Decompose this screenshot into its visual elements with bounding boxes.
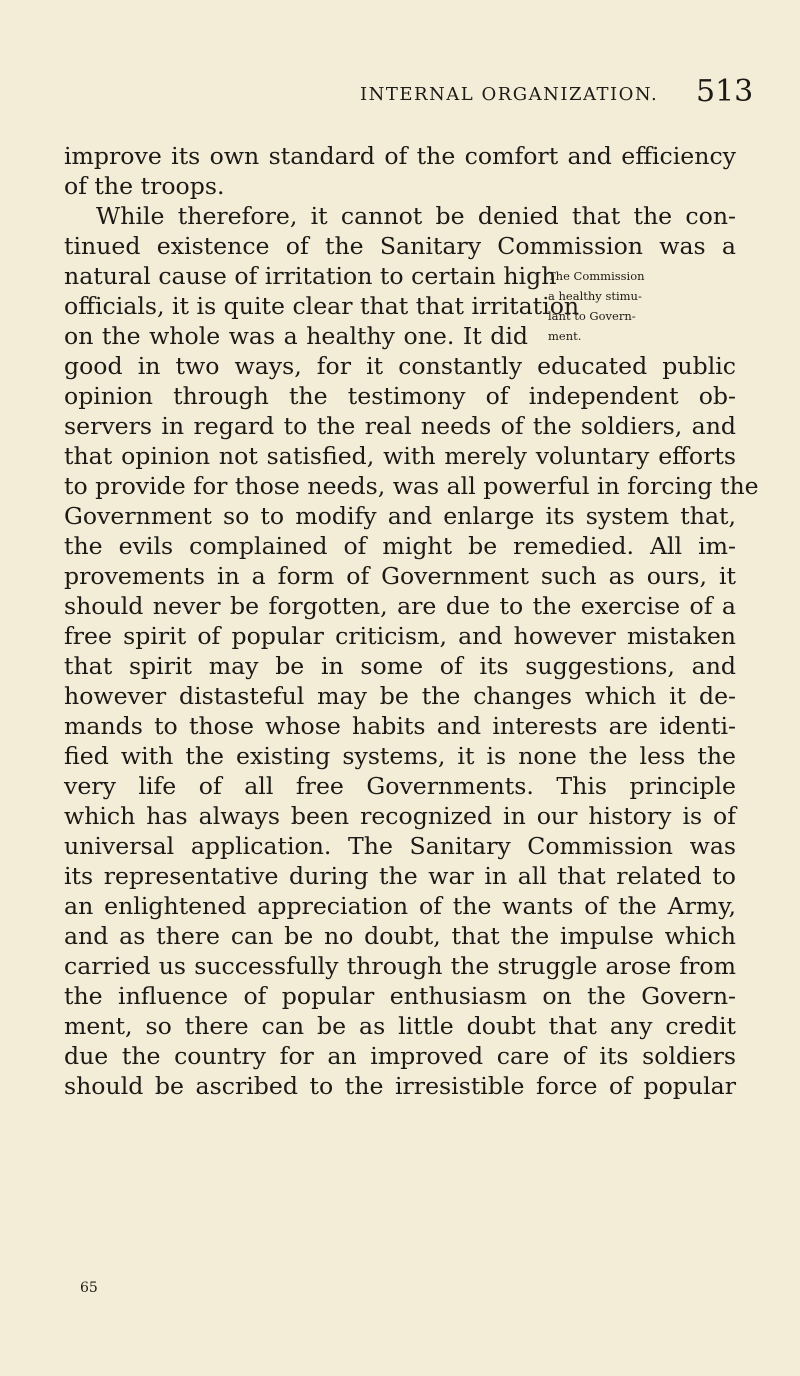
body-line: an enlightened appreciation of the wants of the Army, [64, 892, 736, 920]
body-line: provements in a form of Government such as ours, it [64, 562, 736, 590]
signature-mark: 65 [80, 1280, 98, 1296]
body-line: good in two ways, for it constantly educated public [64, 352, 736, 380]
body-line: Government so to modify and enlarge its system that, [64, 502, 736, 530]
body-line: ment, so there can be as little doubt that any credit [64, 1012, 736, 1040]
body-line: tinued existence of the Sanitary Commission was a [64, 232, 736, 260]
side-note-line: ment. [548, 329, 582, 343]
body-line: free spirit of popular criticism, and however mistaken [64, 622, 736, 650]
running-title: INTERNAL ORGANIZATION. [360, 84, 659, 105]
body-line: however distasteful may be the changes which it de- [64, 682, 736, 710]
body-line: improve its own standard of the comfort and efficiency [64, 142, 736, 170]
body-line: fied with the existing systems, it is none the less the [64, 742, 736, 770]
body-line: the evils complained of might be remedied. All im- [64, 532, 736, 560]
body-line: due the country for an improved care of its soldiers [64, 1042, 736, 1070]
body-line: the influence of popular enthusiasm on the Govern- [64, 982, 736, 1010]
body-line: should never be forgotten, are due to the exercise of a [64, 592, 736, 620]
body-line: While therefore, it cannot be denied that the con- [96, 202, 736, 230]
body-line: universal application. The Sanitary Commission was [64, 832, 736, 860]
body-line: servers in regard to the real needs of the soldiers, and [64, 412, 736, 440]
body-line: very life of all free Governments. This principle [64, 772, 736, 800]
body-line: officials, it is quite clear that that irritation [64, 292, 580, 320]
page-number: 513 [696, 74, 754, 109]
body-line: its representative during the war in all that related to [64, 862, 736, 890]
body-line: of the troops. [64, 172, 225, 200]
side-note-line: a healthy stimu- [548, 289, 642, 303]
body-line: on the whole was a healthy one. It did [64, 322, 528, 350]
body-line: natural cause of irritation to certain high [64, 262, 557, 290]
body-line: that opinion not satisfied, with merely voluntary efforts [64, 442, 736, 470]
body-line: and as there can be no doubt, that the impulse which [64, 922, 736, 950]
body-line: which has always been recognized in our history is of [64, 802, 736, 830]
body-line: opinion through the testimony of independent ob- [64, 382, 736, 410]
body-line: should be ascribed to the irresistible force of popular [64, 1072, 736, 1100]
body-line: carried us successfully through the struggle arose from [64, 952, 736, 980]
side-note-line: The Commission [548, 269, 645, 283]
body-line: to provide for those needs, was all powerful in forcing the [64, 472, 759, 500]
body-line: mands to those whose habits and interests are identi- [64, 712, 736, 740]
side-note-line: lant to Govern- [548, 309, 636, 323]
body-line: that spirit may be in some of its suggestions, and [64, 652, 736, 680]
